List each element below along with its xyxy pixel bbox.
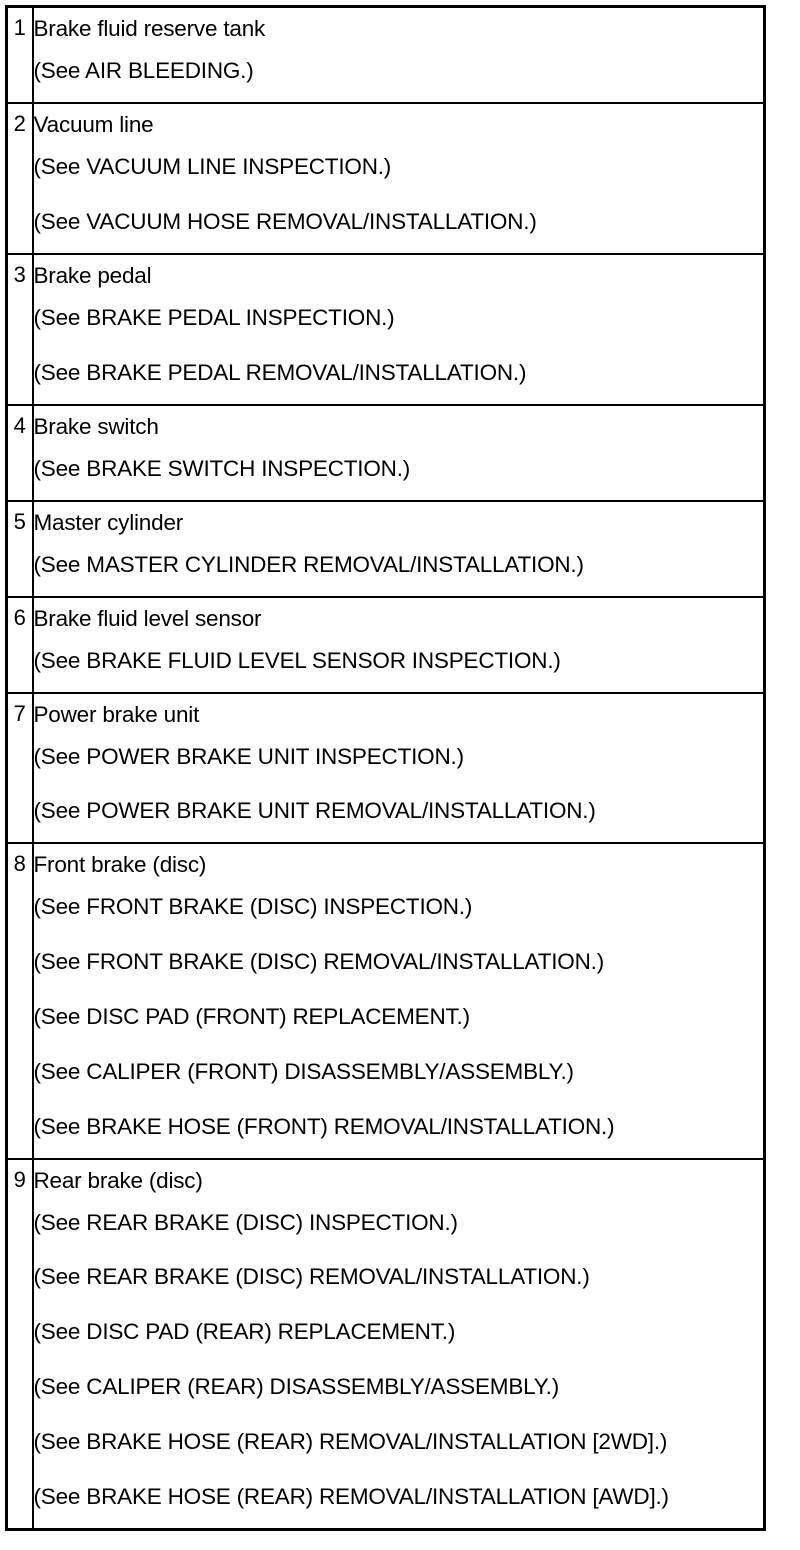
row-description: [33, 254, 765, 405]
component-name: Brake fluid reserve tank: [33, 16, 266, 41]
procedure-reference-link[interactable]: (See CALIPER (REAR) DISASSEMBLY/ASSEMBLY.): [33, 1373, 560, 1399]
row-number: 1: [7, 7, 33, 104]
row-number: 3: [7, 254, 33, 405]
procedure-reference-link[interactable]: (See REAR BRAKE (DISC) INSPECTION.): [33, 1209, 458, 1235]
procedure-reference-link[interactable]: (See DISC PAD (FRONT) REPLACEMENT.): [33, 1003, 470, 1029]
row-number: 6: [7, 597, 33, 693]
row-description: [33, 501, 765, 597]
row-number: 7: [7, 693, 33, 844]
procedure-reference-link[interactable]: (See BRAKE HOSE (FRONT) REMOVAL/INSTALLATION.): [33, 1113, 615, 1139]
component-name: Power brake unit: [33, 701, 200, 727]
component-name: Master cylinder: [33, 509, 184, 535]
component-name: Brake switch: [33, 413, 159, 439]
row-description: [33, 405, 765, 501]
component-name: Brake fluid level sensor: [33, 605, 262, 631]
procedure-reference-link[interactable]: (See POWER BRAKE UNIT INSPECTION.): [33, 743, 464, 769]
table-row: [7, 501, 765, 597]
row-number: 8: [7, 843, 33, 1158]
table-row: [7, 843, 765, 1158]
procedure-reference-link[interactable]: (See MASTER CYLINDER REMOVAL/INSTALLATION.): [33, 551, 584, 577]
procedure-reference-link[interactable]: (See BRAKE PEDAL INSPECTION.): [33, 304, 395, 330]
procedure-reference-link[interactable]: (See CALIPER (FRONT) DISASSEMBLY/ASSEMBLY.): [33, 1058, 574, 1084]
procedure-reference-link[interactable]: (See AIR BLEEDING.): [33, 58, 254, 83]
row-description: [33, 103, 765, 254]
procedure-reference-link[interactable]: (See FRONT BRAKE (DISC) REMOVAL/INSTALLATION.): [33, 949, 604, 975]
row-description: [33, 843, 765, 1158]
procedure-reference-link[interactable]: (See REAR BRAKE (DISC) REMOVAL/INSTALLATION.): [33, 1264, 590, 1290]
procedure-reference-link[interactable]: (See VACUUM HOSE REMOVAL/INSTALLATION.): [33, 208, 537, 234]
row-description: [33, 597, 765, 693]
table-row: [7, 254, 765, 405]
procedure-reference-link[interactable]: (See BRAKE FLUID LEVEL SENSOR INSPECTION.): [33, 647, 561, 673]
row-description: [33, 7, 765, 104]
procedure-reference-link[interactable]: (See BRAKE HOSE (REAR) REMOVAL/INSTALLATION [AWD].): [33, 1483, 669, 1509]
row-number: 4: [7, 405, 33, 501]
table-row: [7, 693, 765, 844]
row-description: [33, 693, 765, 844]
procedure-reference-link[interactable]: (See VACUUM LINE INSPECTION.): [33, 154, 392, 179]
component-name: Rear brake (disc): [33, 1167, 203, 1193]
procedure-reference-link[interactable]: (See POWER BRAKE UNIT REMOVAL/INSTALLATION.): [33, 798, 596, 824]
procedure-reference-link[interactable]: (See FRONT BRAKE (DISC) INSPECTION.): [33, 894, 473, 920]
table-row: [7, 1159, 765, 1529]
table-row: [7, 405, 765, 501]
row-number: 9: [7, 1159, 33, 1529]
row-description: [33, 1159, 765, 1529]
table-row: [7, 103, 765, 254]
table-row: [7, 597, 765, 693]
component-name: Brake pedal: [33, 262, 152, 288]
procedure-reference-link[interactable]: (See BRAKE PEDAL REMOVAL/INSTALLATION.): [33, 359, 527, 385]
table-body: [7, 7, 765, 1530]
component-reference-table: [5, 5, 766, 1531]
row-number: 2: [7, 103, 33, 254]
table-row: [7, 7, 765, 104]
row-number: 5: [7, 501, 33, 597]
procedure-reference-link[interactable]: (See DISC PAD (REAR) REPLACEMENT.): [33, 1319, 456, 1345]
component-name: Vacuum line: [33, 112, 154, 137]
procedure-reference-link[interactable]: (See BRAKE SWITCH INSPECTION.): [33, 455, 411, 481]
procedure-reference-link[interactable]: (See BRAKE HOSE (REAR) REMOVAL/INSTALLATION [2WD].): [33, 1428, 668, 1454]
component-name: Front brake (disc): [33, 852, 207, 878]
